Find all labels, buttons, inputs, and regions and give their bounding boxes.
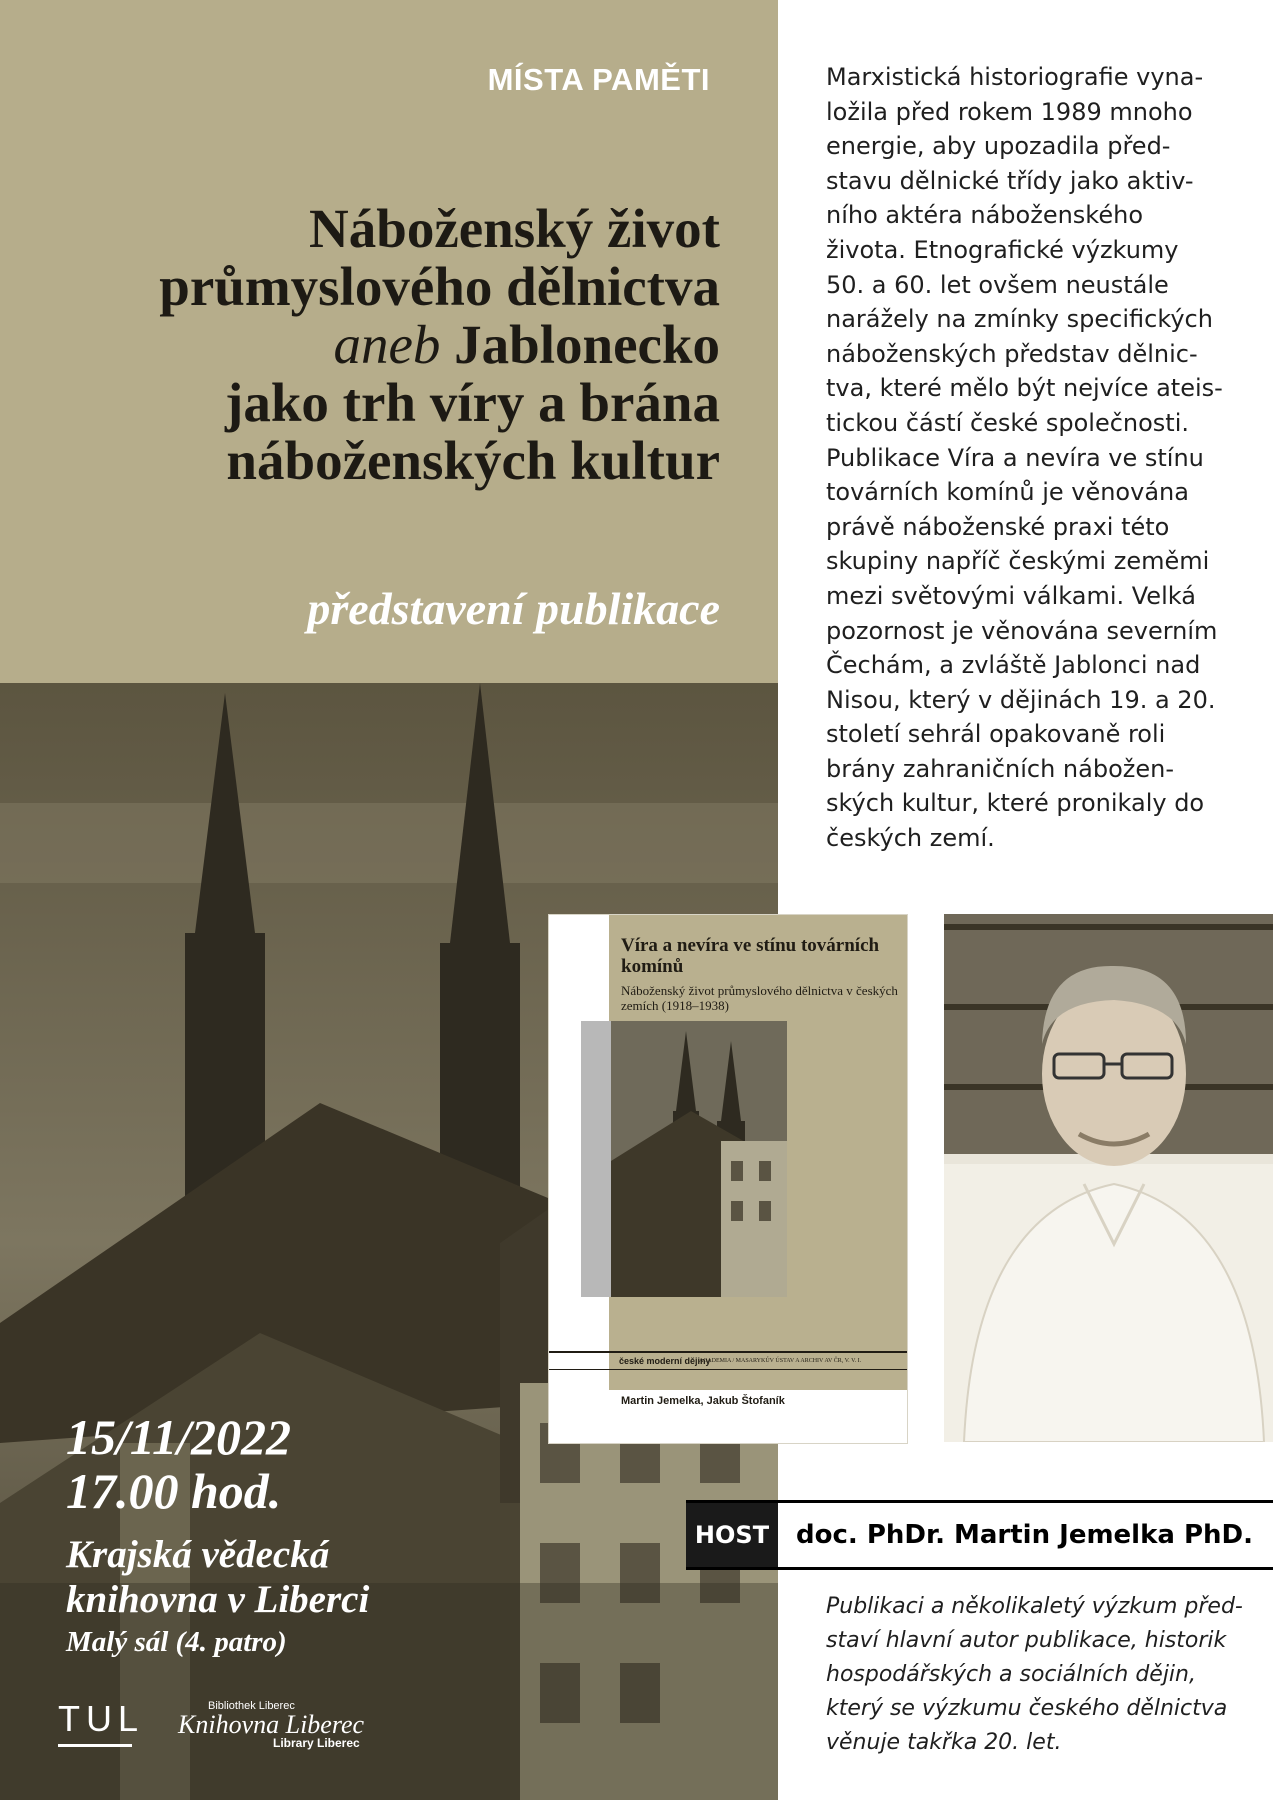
description-line: života. Etnografické výzkumy xyxy=(826,235,1179,264)
description-line: Nisou, který v dějinách 19. a 20. xyxy=(826,685,1216,714)
host-name: doc. PhDr. Martin Jemelka PhD. xyxy=(796,1520,1254,1550)
host-text-line: hospodářských a sociálních dějin, xyxy=(826,1662,1196,1687)
book-cover-image xyxy=(581,1021,787,1297)
author-photo xyxy=(944,914,1273,1442)
title-aneb: aneb xyxy=(333,314,441,375)
description-line: skupiny napříč českými zeměmi xyxy=(826,547,1210,576)
description-line: Marxistická historiografie vyna- xyxy=(826,63,1204,91)
event-time: 17.00 hod. xyxy=(66,1463,282,1519)
host-text-line: věnuje takřka 20. let. xyxy=(826,1730,1062,1755)
host-rule-bottom xyxy=(686,1567,1273,1570)
description-line: energie, aby upozadila před- xyxy=(826,132,1171,161)
description-line: narážely na zmínky specifických xyxy=(826,305,1213,334)
book-series: české moderní dějiny xyxy=(619,1356,711,1366)
description-line: právě náboženské praxi této xyxy=(826,512,1170,541)
description-line: továrních komínů je věnována xyxy=(826,478,1189,507)
book-cover xyxy=(548,914,908,1444)
description-line: ložila před rokem 1989 mnoho xyxy=(826,97,1193,126)
event-venue-line-1: Krajská vědecká xyxy=(66,1533,330,1576)
description-line: tva, které mělo být nejvíce ateis- xyxy=(826,374,1223,403)
library-logo: Knihovna Liberec xyxy=(178,1710,365,1739)
book-publisher: ACADEMIA / MASARYKŮV ÚSTAV A ARCHIV AV ČR, V. V. I. xyxy=(699,1358,862,1364)
title-line-3: Jablonecko xyxy=(454,314,720,375)
description-line: 50. a 60. let ovšem neustále xyxy=(826,270,1169,299)
event-hall: Malý sál (4. patro) xyxy=(66,1626,287,1658)
description-line: pozornost je věnována severním xyxy=(826,616,1218,645)
book-title: Víra a nevíra ve stínu továrních komínů xyxy=(621,935,880,977)
description-line: tickou částí české společnosti. xyxy=(826,408,1190,437)
event-subtitle: představení publikace xyxy=(307,583,720,634)
description-line: ských kultur, které pronikaly do xyxy=(826,789,1205,818)
book-authors: Martin Jemelka, Jakub Štofaník xyxy=(621,1395,785,1407)
description-line: ního aktéra náboženského xyxy=(826,201,1144,230)
event-date: 15/11/2022 xyxy=(66,1409,292,1465)
title-line-2: průmyslového dělnictva xyxy=(159,256,720,317)
description-line: brány zahraničních nábožen- xyxy=(826,754,1174,783)
book-divider xyxy=(549,1351,908,1353)
host-description xyxy=(826,1590,1246,1760)
tul-logo-bar xyxy=(58,1744,132,1747)
description-line: mezi světovými válkami. Velká xyxy=(826,581,1196,610)
event-title xyxy=(40,200,720,490)
library-logo-top: Bibliothek Liberec xyxy=(208,1700,295,1712)
title-line-5: náboženských kultur xyxy=(226,430,720,491)
description-line: Publikace Víra a nevíra ve stínu xyxy=(826,443,1204,472)
tul-logo: TUL xyxy=(58,1698,145,1739)
description-line: století sehrál opakovaně roli xyxy=(826,720,1166,749)
host-text-line: který se výzkumu českého dělnictva xyxy=(826,1696,1228,1721)
description-line: stavu dělnické třídy jako aktiv- xyxy=(826,166,1194,195)
title-line-1: Náboženský život xyxy=(309,198,720,259)
event-info xyxy=(66,1410,369,1660)
description-line: Čechám, a zvláště Jablonci nad xyxy=(826,651,1201,680)
book-divider-2 xyxy=(549,1369,908,1370)
event-venue-line-2: knihovna v Liberci xyxy=(66,1578,370,1621)
host-label: HOST xyxy=(686,1503,778,1567)
book-subtitle: Náboženský život průmyslového dělnictva v českých zemích (1918–1938) xyxy=(621,983,898,1013)
title-line-4: jako trh víry a brána xyxy=(225,372,720,433)
description-line: českých zemí. xyxy=(826,824,995,853)
library-logo-bottom: Library Liberec xyxy=(273,1736,360,1750)
description-line: náboženských představ dělnic- xyxy=(826,339,1198,368)
series-label: MÍSTA PAMĚTI xyxy=(487,62,710,97)
host-text-line: Publikaci a několikaletý výzkum před- xyxy=(826,1594,1243,1619)
host-text-line: staví hlavní autor publikace, historik xyxy=(826,1628,1227,1653)
publication-description xyxy=(826,60,1236,856)
